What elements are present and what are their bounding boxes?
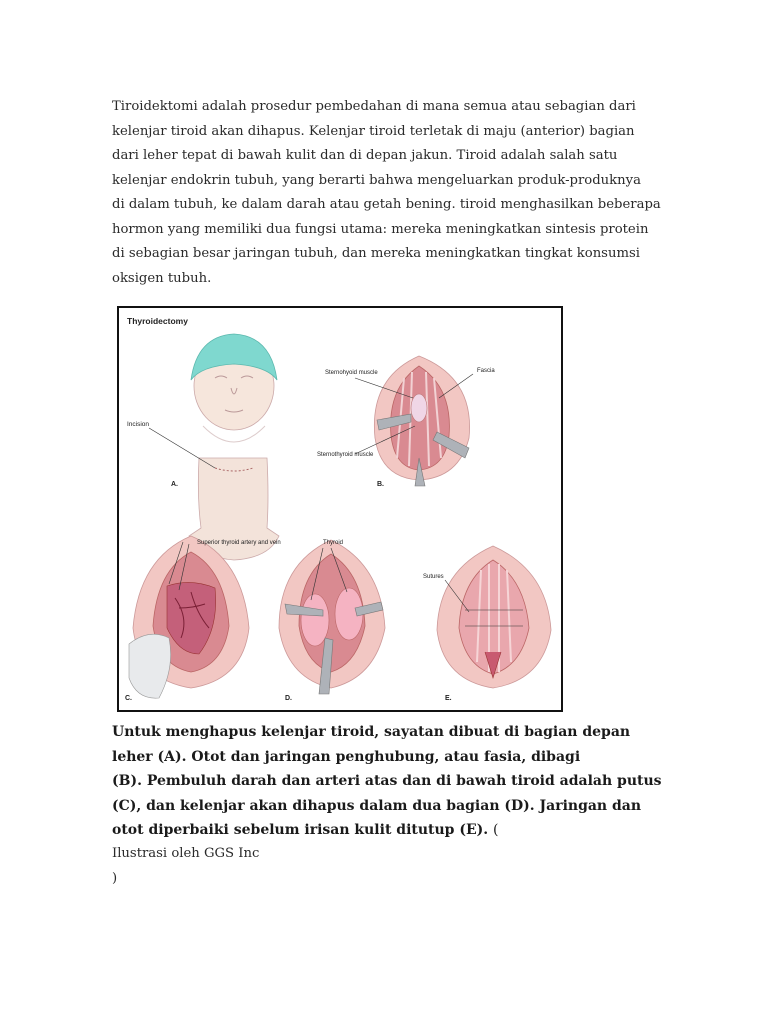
label-fascia: Fascia	[477, 368, 495, 374]
caption-line: (B). Pembuluh darah dan arteri atas dan di bawah tiroid adalah putus	[112, 773, 662, 789]
thyroidectomy-illustration	[117, 306, 563, 712]
caption-line: Untuk menghapus kelenjar tiroid, sayatan dibuat di bagian depan	[112, 724, 631, 740]
credit-close-paren: )	[112, 870, 118, 886]
intro-line: oksigen tubuh.	[112, 270, 212, 286]
credit-line: Ilustrasi oleh GGS Inc	[112, 846, 260, 861]
label-sternohyoid: Sternohyoid muscle	[325, 370, 378, 376]
intro-line: hormon yang memiliki dua fungsi utama: mereka meningkatkan sintesis protein	[112, 221, 649, 237]
figure-title: Thyroidectomy	[127, 316, 188, 326]
panel-label-d: D.	[285, 695, 292, 702]
panel-e-sutures	[423, 546, 551, 702]
panel-d-thyroid	[279, 540, 385, 702]
panel-label-c: C.	[125, 695, 132, 702]
caption-line: leher (A). Otot dan jaringan penghubung, atau fasia, dibagi	[112, 748, 581, 765]
panel-label-e: E.	[445, 695, 452, 702]
intro-line: kelenjar endokrin tubuh, yang berarti bahwa mengeluarkan produk-produknya	[112, 172, 641, 188]
label-thyroid: Thyroid	[323, 540, 344, 546]
intro-line: di dalam tubuh, ke dalam darah atau getah bening. tiroid menghasilkan beberapa	[112, 197, 661, 212]
label-sutures: Sutures	[423, 574, 444, 580]
label-superior-thyroid: Superior thyroid artery and vein	[197, 540, 281, 546]
panel-b-muscles	[317, 356, 495, 488]
intro-line: di sebagian besar jaringan tubuh, dan mereka meningkatkan tingkat konsumsi	[112, 246, 640, 261]
intro-paragraph	[112, 95, 672, 291]
panel-c-vessels	[125, 536, 281, 702]
illustration-canvas	[119, 308, 561, 710]
caption-line-last	[112, 818, 672, 843]
panel-a-head	[127, 334, 279, 560]
label-sternothyroid: Sternothyroid muscle	[317, 452, 374, 458]
label-incision: Incision	[127, 421, 150, 428]
intro-line: dari leher tepat di bawah kulit dan di depan jakun. Tiroid adalah salah satu	[112, 148, 618, 163]
figure-caption	[112, 720, 672, 843]
caption-final-sentence: otot diperbaiki sebelum irisan kulit ditutup (E).	[112, 822, 489, 838]
illustration-credit	[112, 842, 259, 891]
panel-label-b: B.	[377, 481, 384, 488]
intro-line: Tiroidektomi adalah prosedur pembedahan di mana semua atau sebagian dari	[112, 99, 636, 114]
intro-line: kelenjar tiroid akan dihapus. Kelenjar tiroid terletak di maju (anterior) bagian	[112, 123, 635, 139]
panel-label-a: A.	[171, 481, 178, 488]
caption-open-paren: (	[493, 822, 499, 838]
caption-line: (C), dan kelenjar akan dihapus dalam dua bagian (D). Jaringan dan	[112, 797, 642, 814]
